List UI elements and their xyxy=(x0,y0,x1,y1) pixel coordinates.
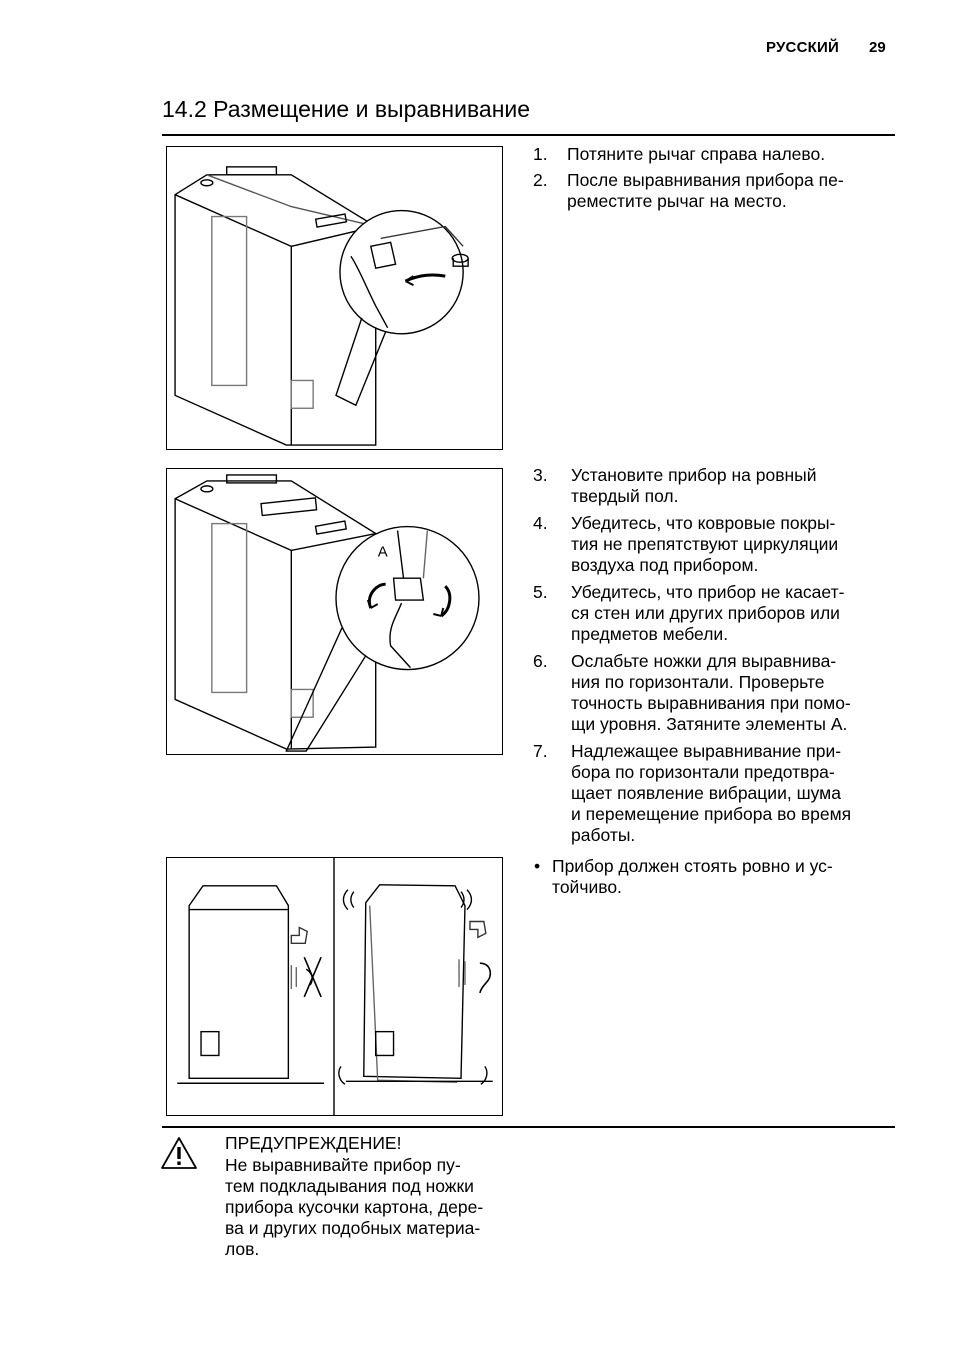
warning-text xyxy=(225,1155,525,1260)
washing-machine-leveling-illustration xyxy=(167,469,502,754)
warning-rule xyxy=(162,1126,895,1128)
step-text-line: Установите прибор на ровный xyxy=(571,465,817,485)
step-text-line: После выравнивания прибора пе- xyxy=(567,170,844,190)
step-number: 2. xyxy=(533,170,548,190)
bullet-symbol: • xyxy=(534,856,541,876)
title-rule xyxy=(162,134,895,136)
warning-text-line: лов. xyxy=(225,1239,260,1259)
step-text-line: Потяните рычаг справа налево. xyxy=(567,144,826,164)
bullet-text-line: тойчиво. xyxy=(552,877,622,897)
step-number: 5. xyxy=(533,582,548,602)
step-number: 1. xyxy=(533,144,548,164)
section-number: 14.2 xyxy=(162,96,207,122)
step-text-line: ся стен или других приборов или xyxy=(571,603,840,623)
label-a: A xyxy=(377,544,388,561)
section-title-text: Размещение и выравнивание xyxy=(213,96,531,122)
header-language: РУССКИЙ xyxy=(766,39,839,56)
step-text-line: реместите рычаг на место. xyxy=(567,191,787,211)
step-text-line: воздуха под прибором. xyxy=(571,555,759,575)
step-text-line: Убедитесь, что ковровые покры- xyxy=(571,513,836,533)
section-title xyxy=(162,96,530,123)
step-number: 7. xyxy=(533,741,548,761)
step-text-line: щи уровня. Затяните элементы А. xyxy=(571,714,848,734)
step-number: 3. xyxy=(533,465,548,485)
figure-leveling xyxy=(166,468,503,755)
step-text-line: предметов мебели. xyxy=(571,624,729,644)
bullet-text-line: Прибор должен стоять ровно и ус- xyxy=(552,856,833,876)
step-text-line: и перемещение прибора во время xyxy=(571,804,852,824)
step-text-line: бора по горизонтали предотвра- xyxy=(571,762,835,782)
step-text-line: Ослабьте ножки для выравнива- xyxy=(571,651,837,671)
warning-text-line: тем подкладывания под ножки xyxy=(225,1176,474,1196)
figure-stability xyxy=(166,857,503,1116)
warning-text-line: ва и других подобных материа- xyxy=(225,1218,481,1238)
step-text-line: точность выравнивания при помо- xyxy=(571,693,851,713)
figure-lever xyxy=(166,146,503,450)
warning-title: ПРЕДУПРЕЖДЕНИЕ! xyxy=(225,1133,402,1153)
washing-machine-lever-illustration xyxy=(167,147,502,449)
step-text-line: Надлежащее выравнивание при- xyxy=(571,741,842,761)
step-number: 6. xyxy=(533,651,548,671)
warning-text-line: прибора кусочки картона, дере- xyxy=(225,1197,484,1217)
step-text-line: тия не препятствуют циркуляции xyxy=(571,534,839,554)
step-text-line: щает появление вибрации, шума xyxy=(571,783,841,803)
step-number: 4. xyxy=(533,513,548,533)
step-text-line: ния по горизонтали. Проверьте xyxy=(571,672,825,692)
page-number: 29 xyxy=(869,39,886,56)
warning-icon xyxy=(160,1136,198,1170)
warning-text-line: Не выравнивайте прибор пу- xyxy=(225,1155,461,1175)
step-text-line: работы. xyxy=(571,825,636,845)
stability-comparison-illustration xyxy=(167,858,502,1115)
step-text-line: твердый пол. xyxy=(571,486,679,506)
step-text-line: Убедитесь, что прибор не касает- xyxy=(571,582,845,602)
